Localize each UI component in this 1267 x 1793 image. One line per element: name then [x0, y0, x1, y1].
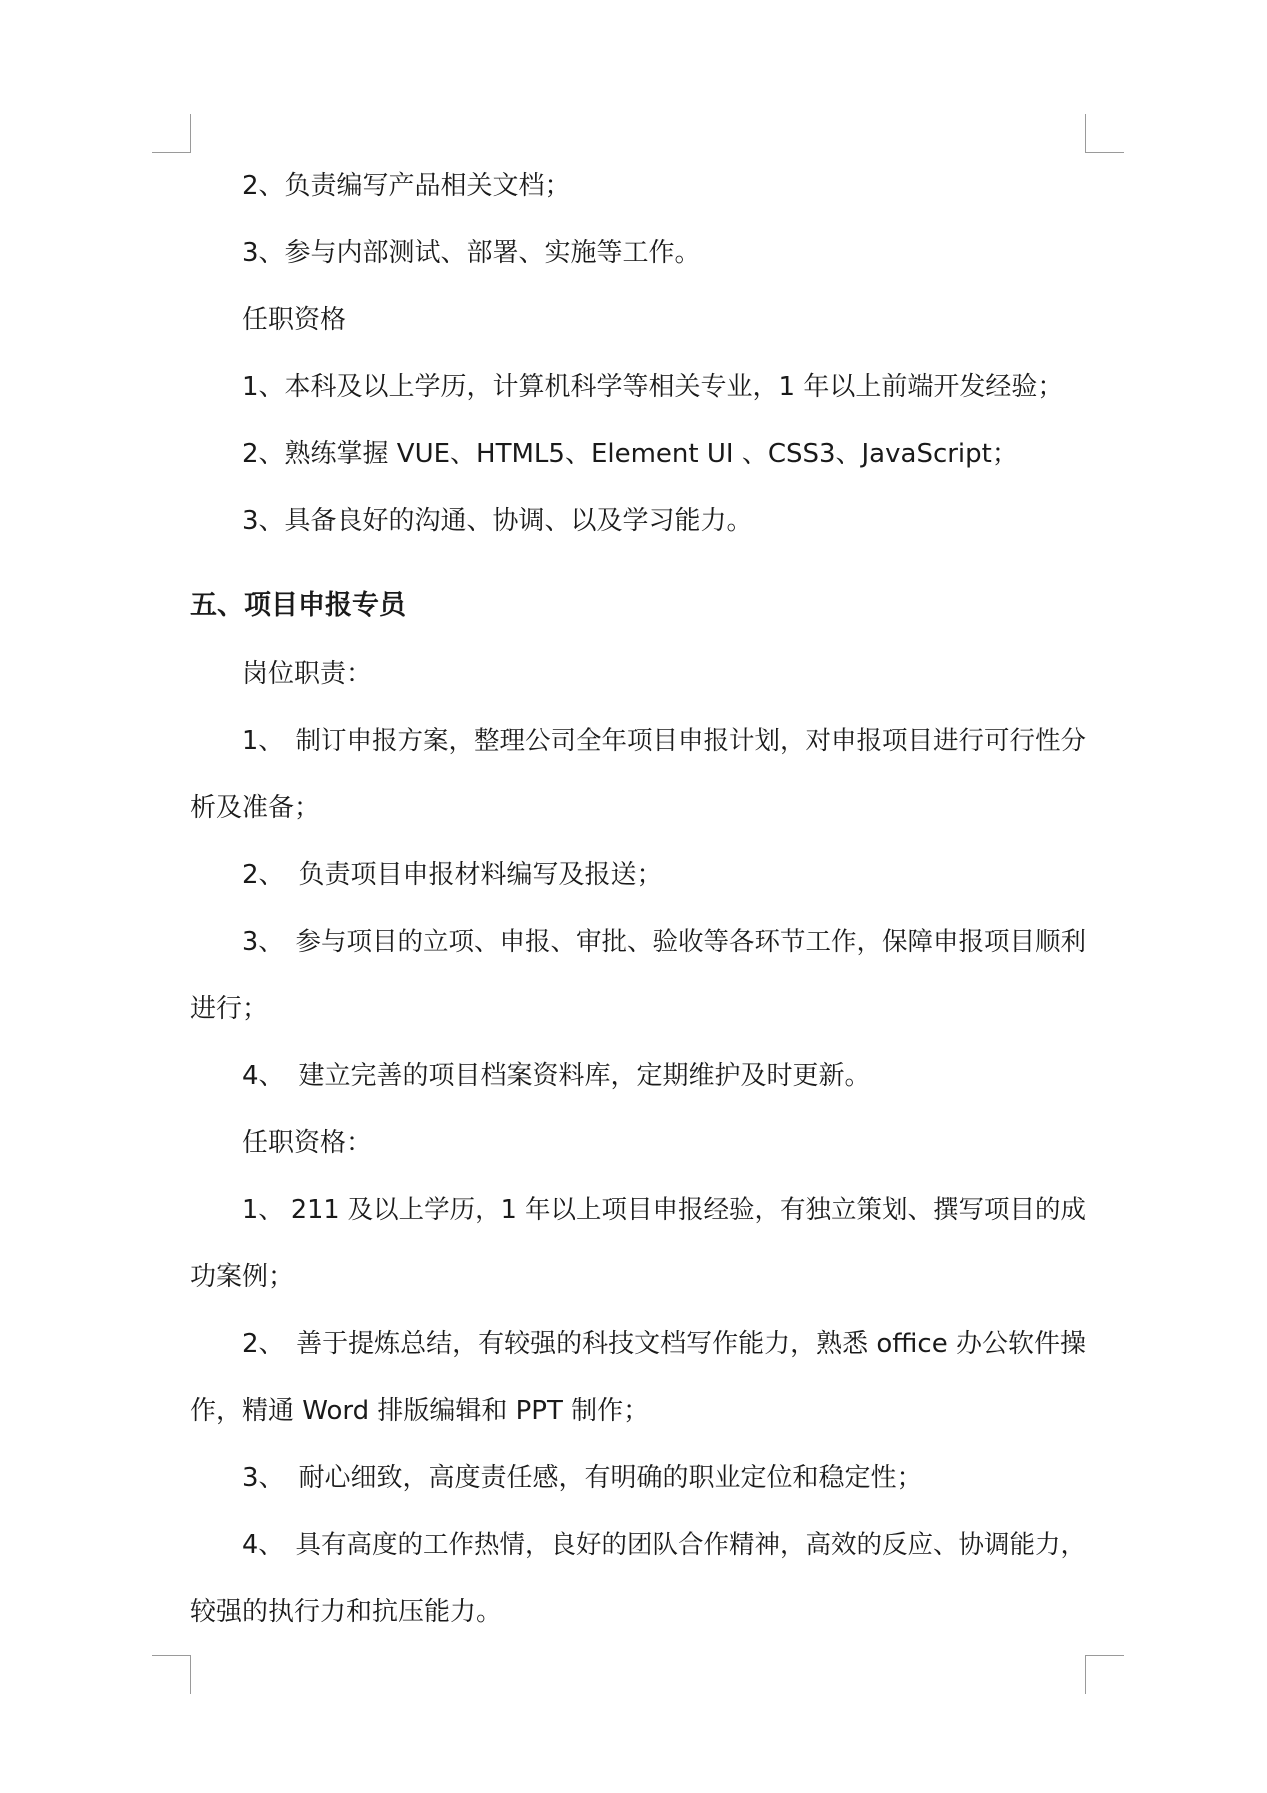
section5-duty-2	[242, 855, 663, 895]
crop-mark-top-right	[1085, 114, 1124, 153]
list-number: 1、	[242, 1195, 284, 1225]
list-text: 制订申报方案，整理公司全年项目申报计划，对申报项目进行可行性分	[295, 726, 1086, 756]
list-number: 2、	[242, 860, 285, 890]
list-text: 耐心细致，高度责任感，有明确的职业定位和稳定性；	[298, 1463, 923, 1493]
section4-req-1: 1、本科及以上学历，计算机科学等相关专业，1 年以上前端开发经验；	[242, 372, 1064, 402]
section5-duty-4	[242, 1056, 871, 1096]
section4-duty-2: 2、负责编写产品相关文档；	[242, 171, 571, 201]
section5-req-4	[242, 1525, 1086, 1565]
section4-req-2: 2、熟练掌握 VUE、HTML5、Element UI 、CSS3、JavaScript；	[242, 439, 1018, 469]
section5-req-heading: 任职资格：	[242, 1128, 373, 1158]
section5-req-2-cont: 作，精通 Word 排版编辑和 PPT 制作；	[190, 1396, 650, 1426]
crop-mark-top-left	[152, 114, 191, 153]
section5-title: 五、项目申报专员	[190, 590, 406, 621]
section4-req-3: 3、具备良好的沟通、协调、以及学习能力。	[242, 506, 753, 536]
list-number: 3、	[242, 1463, 285, 1493]
list-text: 参与项目的立项、申报、审批、验收等各环节工作，保障申报项目顺利	[295, 927, 1086, 957]
list-text: 负责项目申报材料编写及报送；	[298, 860, 663, 890]
section5-duty-1-cont: 析及准备；	[190, 793, 321, 823]
section5-duty-1	[242, 721, 1086, 761]
crop-mark-bottom-right	[1085, 1655, 1124, 1694]
list-number: 3、	[242, 927, 284, 957]
list-number: 2、	[242, 1329, 285, 1359]
section4-req-heading: 任职资格	[242, 305, 347, 335]
section5-duty-3-cont: 进行；	[190, 994, 269, 1024]
section5-req-3	[242, 1458, 923, 1498]
list-number: 1、	[242, 726, 284, 756]
section5-req-1-cont: 功案例；	[190, 1262, 295, 1292]
list-text: 211 及以上学历，1 年以上项目申报经验，有独立策划、撰写项目的成	[290, 1195, 1086, 1225]
list-text: 具有高度的工作热情，良好的团队合作精神，高效的反应、协调能力，	[295, 1530, 1086, 1560]
list-number: 4、	[242, 1061, 285, 1091]
section5-duty-3	[242, 922, 1086, 962]
list-text: 建立完善的项目档案资料库，定期维护及时更新。	[298, 1061, 871, 1091]
section5-duties-heading: 岗位职责：	[242, 659, 373, 689]
section5-req-1	[242, 1190, 1086, 1230]
list-number: 4、	[242, 1530, 284, 1560]
section4-duty-3: 3、参与内部测试、部署、实施等工作。	[242, 238, 701, 268]
crop-mark-bottom-left	[152, 1655, 191, 1694]
list-text: 善于提炼总结，有较强的科技文档写作能力，熟悉 office 办公软件操	[296, 1329, 1086, 1359]
section5-req-4-cont: 较强的执行力和抗压能力。	[190, 1597, 503, 1627]
section5-req-2	[242, 1324, 1086, 1364]
